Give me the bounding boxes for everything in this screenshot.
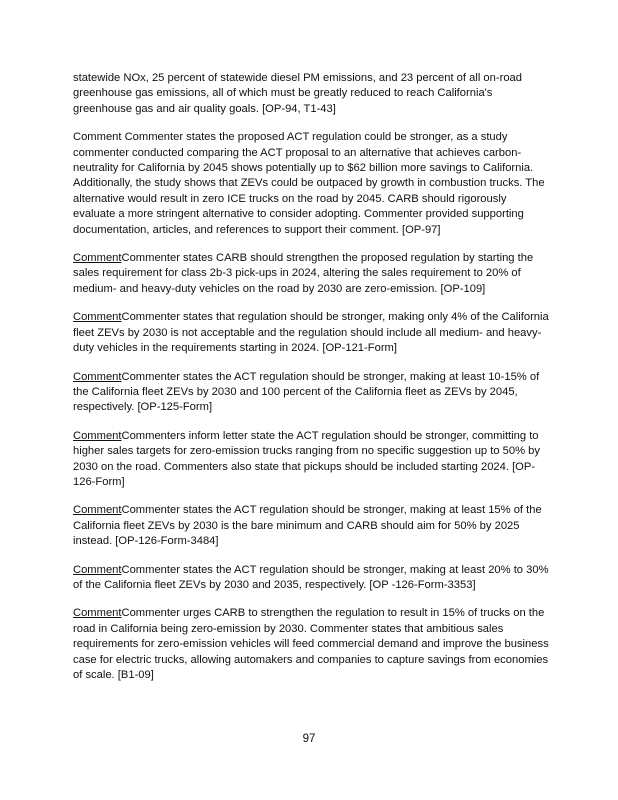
paragraph-text: statewide NOx, 25 percent of statewide diesel PM emissions, and 23 percent of all on-road greenhouse gas emissions, all of which must be greatly reduced to reach California's greenhouse gas and air quality goals. [OP-94, T1-43] — [73, 72, 522, 115]
comment-label: Comment — [73, 563, 122, 576]
paragraph-text: Commenter states that regulation should be stronger, making only 4% of the California fleet ZEVs by 2030 is not acceptable and the regulation should include all medium- and heavy-duty vehicles in the requirements starting in 2024. [OP-121-Form] — [73, 311, 549, 355]
comment-label: Comment — [73, 607, 122, 620]
paragraph — [73, 370, 551, 416]
paragraph-text: Commenter states the ACT regulation should be stronger, making at least 20% to 30% of the California fleet ZEVs by 2030 and 2035, respectively. [OP -126-Form-3353] — [73, 563, 549, 591]
paragraph-text: Commenters inform letter state the ACT regulation should be stronger, committing to higher sales targets for zero-emission trucks ranging from no specific suggestion up to 50% by 2030 on the road. Commenters also state that pickups should be included starting 2024. [OP-126-Form] — [73, 429, 540, 488]
paragraph — [73, 310, 551, 356]
comment-label: Comment — [73, 429, 122, 442]
paragraph — [73, 606, 551, 683]
paragraph — [73, 130, 551, 238]
paragraph — [73, 503, 551, 549]
comment-label: Comment — [73, 252, 122, 265]
document-body — [73, 71, 551, 696]
paragraph — [73, 563, 551, 594]
paragraph-text: Commenter states the ACT regulation should be stronger, making at least 10-15% of the California fleet ZEVs by 2030 and 100 percent of the California fleet as ZEVs by 2045, respectively. [OP-125-Form] — [73, 370, 540, 414]
paragraph — [73, 71, 551, 117]
comment-label: Comment — [73, 504, 122, 517]
comment-label: Comment — [73, 311, 122, 324]
paragraph-text: Commenter states the ACT regulation should be stronger, making at least 15% of the California fleet ZEVs by 2030 is the bare minimum and CARB should aim for 50% by 2025 instead. [OP-126-Form-3484] — [73, 504, 542, 548]
paragraph — [73, 251, 551, 297]
comment-label: Comment — [73, 370, 122, 383]
paragraph-text: Commenter urges CARB to strengthen the regulation to result in 15% of trucks on the road in California being zero-emission by 2030. Commenter states that ambitious sales requirements for zero-emission vehicles will feed commercial demand and improve the business case for electric trucks, allowing automakers and companies to capture savings from economies of scale. [B1-09] — [73, 607, 549, 681]
paragraph-text: Comment Commenter states the proposed ACT regulation could be stronger, as a study commenter conducted comparing the ACT proposal to an alternative that achieves carbon-neutrality for California by 2045 shows potentially up to $62 billion more savings to California. Additionally, the study shows that ZEVs could be outpaced by growth in combustion trucks. The alternative would result in zero ICE trucks on the road by 2045. CARB should rigorously evaluate a more stringent alternative to consider adopting. Commenter provided supporting documentation, articles, and references to support their comment. [OP-97] — [73, 131, 545, 236]
paragraph — [73, 429, 551, 491]
paragraph-text: Commenter states CARB should strengthen the proposed regulation by starting the sales requirement for class 2b-3 pick-ups in 2024, altering the sales requirement to 20% of medium- and heavy-duty vehicles on the road by 2030 are zero-emission. [OP-109] — [73, 252, 534, 295]
page-number: 97 — [302, 733, 316, 745]
